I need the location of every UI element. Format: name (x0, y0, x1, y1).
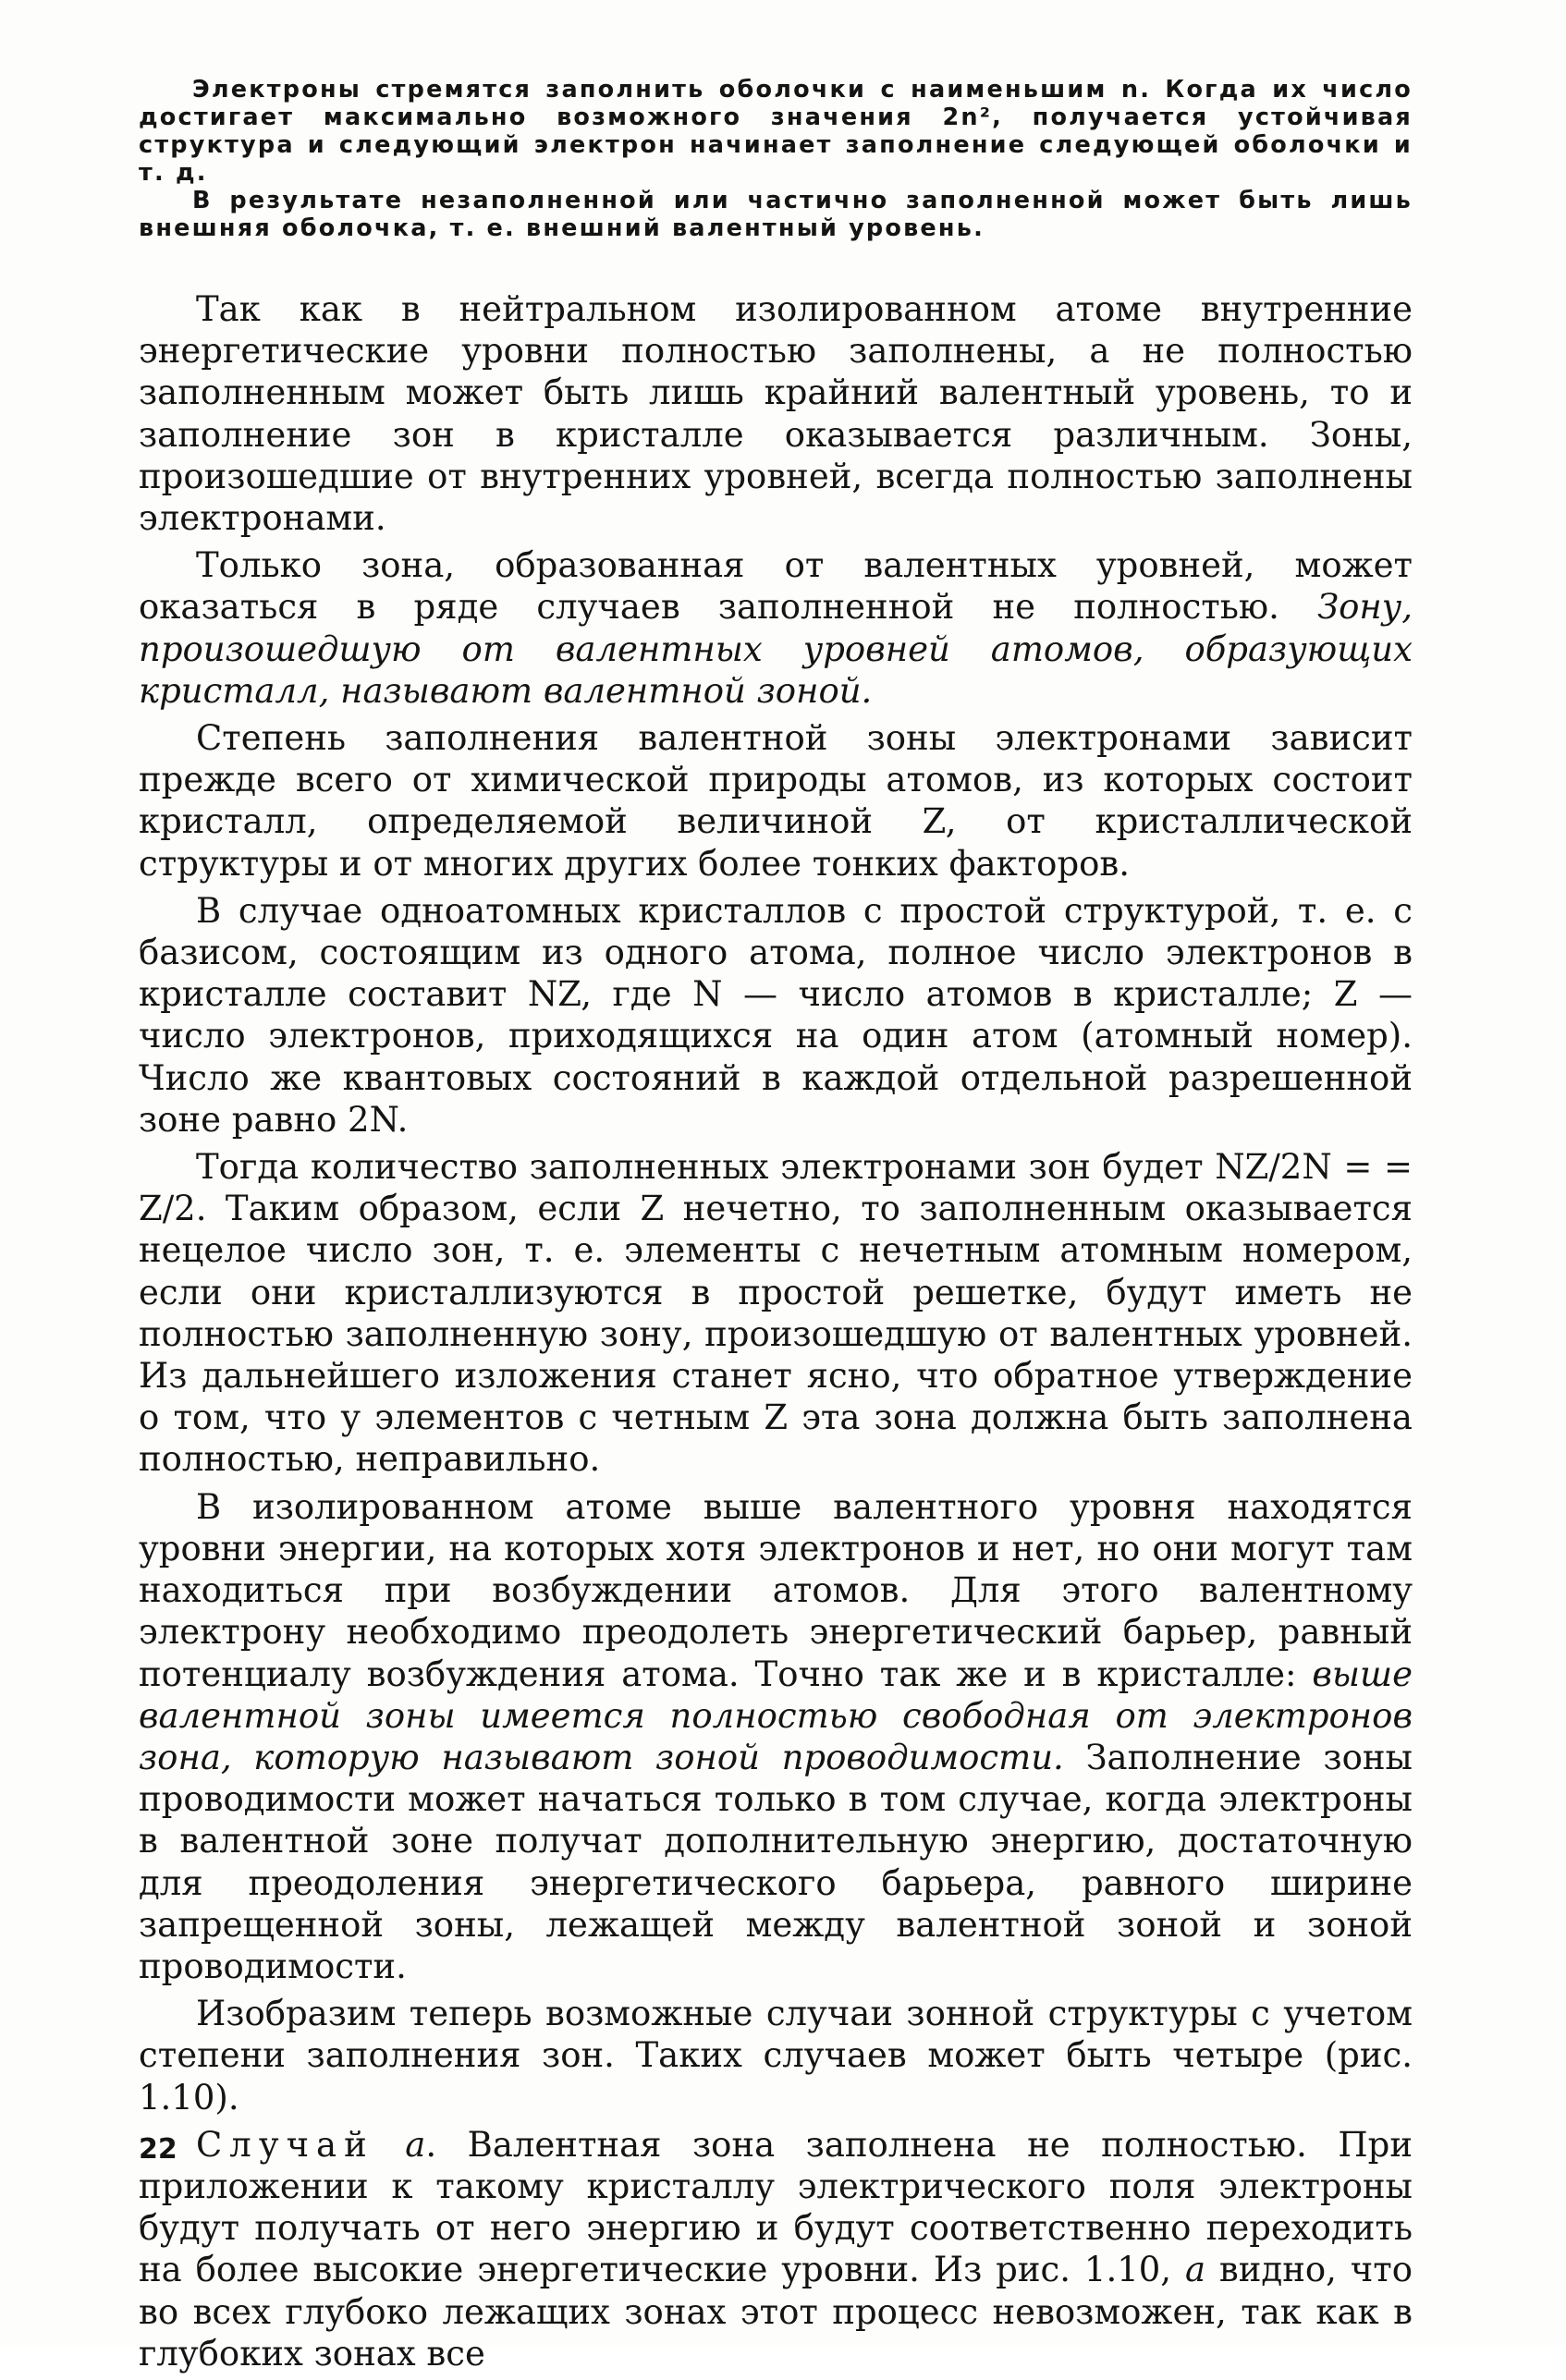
body-paragraph-3: Степень заполнения валентной зоны электронами зависит прежде всего от химической природы атомов, из которых состоит кристалл, определяемой величиной Z, от кристаллической структуры и от многих других более тонких факторов. (139, 718, 1413, 884)
body-paragraph-7: Изобразим теперь возможные случаи зонной структуры с учетом степени заполнения зон. Таких случаев может быть четыре (рис. 1.10). (139, 1994, 1413, 2118)
body-paragraph-6 (139, 1486, 1413, 1987)
case-letter: а (405, 2124, 426, 2165)
body-paragraph-8 (139, 2124, 1413, 2374)
conduction-band-definition: выше валентной зоны имеется полностью свободная от электронов зона, которую называют зоной проводимости. (139, 1654, 1413, 1777)
body-paragraph-6-start: В изолированном атоме выше валентного уровня находятся уровни энергии, на которых хотя электронов и нет, но они могут там находиться при возбуждении атомов. Для этого валентному электрону необходимо преодолеть энергетический барьер, равный потенциалу возбуждения атома. Точно так же и в кристалле: (139, 1486, 1413, 1694)
small-print-block (139, 76, 1413, 242)
body-paragraph-2-text: Только зона, образованная от валентных уровней, может оказаться в ряде случаев заполненной не полностью. (139, 545, 1413, 628)
body-paragraph-2 (139, 544, 1413, 712)
valence-band-definition: Зону, произошедшую от валентных уровней атомов, образующих кристалл, называют валентной зоной. (139, 587, 1413, 711)
body-paragraph-6-end: Заполнение зоны проводимости может начаться только в том случае, когда электроны в валентной зоне получат дополнительную энергию, достаточную для преодоления энергетического барьера, равного ширине запрещенной зоны, лежащей между валентной зоной и зоной проводимости. (139, 1737, 1413, 1986)
intro-paragraph-2: В результате незаполненной или частично заполненной может быть лишь внешняя оболочка, т. е. внешний валентный уровень. (139, 187, 1413, 242)
main-text (139, 288, 1413, 2380)
body-paragraph-4: В случае одноатомных кристаллов с простой структурой, т. е. с базисом, состоящим из одного атома, полное число электронов в кристалле составит NZ, где N — число атомов в кристалле; Z — число электронов, приходящихся на один атом (атомный номер). Число же квантовых состояний в каждой отдельной разрешенной зоне равно 2N. (139, 890, 1413, 1140)
intro-paragraph-1: Электроны стремятся заполнить оболочки с наименьшим n. Когда их число достигает максимально возможного значения 2n², получается устойчивая структура и следующий электрон начинает заполнение следующей оболочки и т. д. (139, 76, 1413, 187)
case-text: . Валентная зона заполнена не полностью. При приложении к такому кристаллу электрического поля электроны будут получать от него энергию и будут соответственно переходить на более высокие энергетические уровни. Из рис. 1.10, (139, 2124, 1413, 2290)
case-label: Случай (196, 2124, 374, 2165)
body-paragraph-1: Так как в нейтральном изолированном атоме внутренние энергетические уровни полностью заполнены, а не полностью заполненным может быть лишь крайний валентный уровень, то и заполнение зон в кристалле оказывается различным. Зоны, произошедшие от внутренних уровней, всегда полностью заполнены электронами. (139, 289, 1413, 539)
figure-letter: а (1184, 2250, 1206, 2290)
body-paragraph-5: Тогда количество заполненных электронами зон будет NZ/2N = = Z/2. Таким образом, если Z нечетно, то заполненным оказывается нецелое число зон, т. е. элементы с нечетным атомным номером, если они кристаллизуются в простой решетке, будут иметь не полностью заполненную зону, произошедшую от валентных уровней. Из дальнейшего изложения станет ясно, что обратное утверждение о том, что у элементов с четным Z эта зона должна быть заполнена полностью, неправильно. (139, 1147, 1413, 1480)
page-number: 22 (139, 2133, 177, 2166)
case-text-end: видно, что во всех глубоко лежащих зонах этот процесс невозможен, так как в глубоких зонах все (139, 2250, 1413, 2374)
